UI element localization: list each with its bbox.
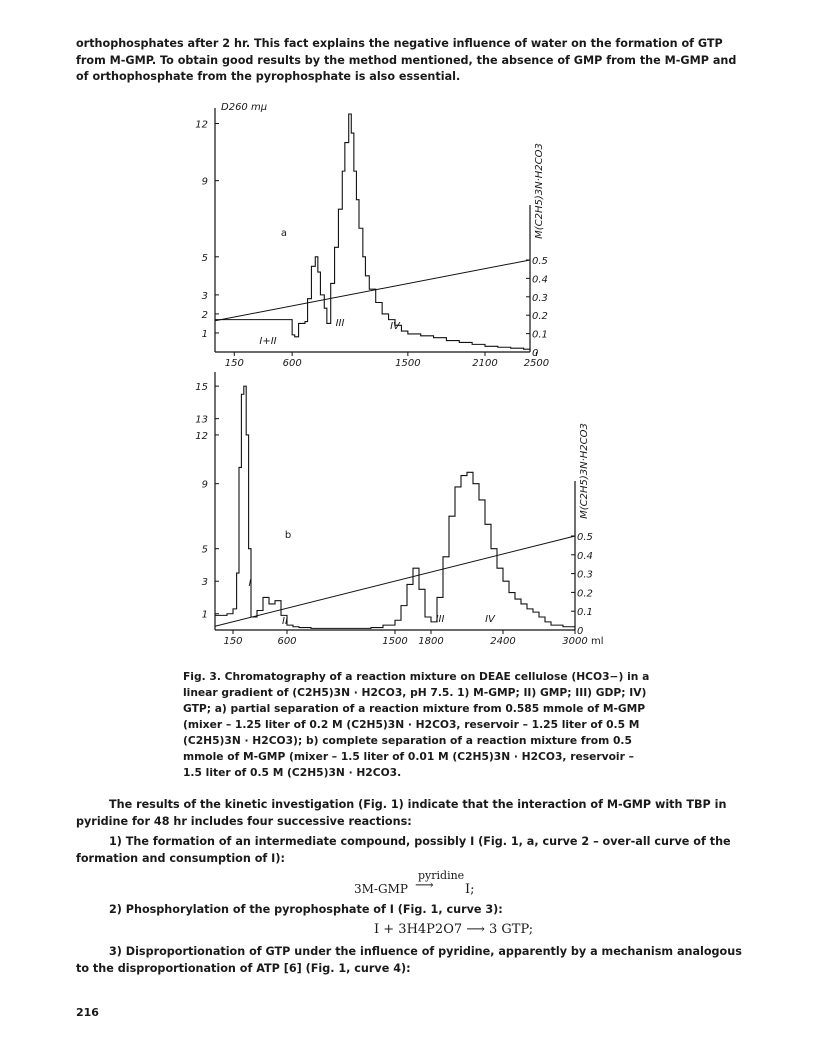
absorbance-curve: [215, 114, 530, 350]
y-tick-label: 12: [195, 119, 208, 131]
x-tick-label: 600: [282, 358, 302, 369]
y-tick-label: 9: [201, 479, 208, 491]
x-tick-label: 150: [223, 636, 243, 647]
y2-tick-label: 0: [532, 348, 539, 359]
y-tick-label: 15: [195, 382, 208, 394]
intro-paragraph: orthophosphates after 2 hr. This fact explains the negative influence of water on the formation of GTP from M-GMP. To obtain good results by the method mentioned, the absence of GMP from the M-GMP and of orthophosphate from the pyrophosphate is also essential.: [76, 37, 737, 83]
y2-tick-label: 0.4: [532, 274, 548, 286]
peak-label: III: [335, 318, 345, 329]
y-tick-label: 1: [201, 328, 208, 340]
panel-label: a: [280, 228, 288, 239]
y2-tick-label: 0.3: [577, 569, 593, 581]
equation-1-arrow: ⟶: [415, 878, 434, 893]
x-tick-label: 3000: [562, 636, 588, 647]
y-axis-label: D260 mμ: [221, 102, 268, 113]
absorbance-curve: [215, 386, 575, 628]
peak-label: IV: [485, 614, 495, 625]
chromatography-figure: [190, 96, 630, 656]
y2-tick-label: 0.2: [532, 311, 548, 323]
x-tick-label: 150: [224, 358, 244, 369]
y-tick-label: 12: [195, 430, 208, 442]
figure-svg: [190, 96, 630, 656]
x-tick-label: 2500: [523, 358, 550, 369]
figure-caption: Fig. 3. Chromatography of a reaction mixture on DEAE cellulose (HCO3−) in a linear gradient of (C2H5)3N · H2CO3, pH 7.5. 1) M-GMP; II) GMP; III) GDP; IV) GTP; a) partial separation of a reaction mixture from 0.585 mmole of M-GMP (mixer – 1.25 liter of 0.2 M (C2H5)3N · H2CO3, reservoir – 1.25 liter of 0.5 M (C2H5)3N · H2CO3); b) complete separation of a reaction mixture from 0.5 mmole of M-GMP (mixer – 1.5 liter of 0.01 M (C2H5)3N · H2CO3, reservoir – 1.5 liter of 0.5 M (C2H5)3N · H2CO3.: [183, 670, 650, 779]
y-tick-label: 9: [201, 176, 208, 188]
y2-tick-label: 0.5: [577, 532, 593, 543]
x-tick-label: 2100: [472, 358, 498, 369]
panel-a: [195, 102, 549, 369]
equation-1-rhs: I;: [465, 882, 475, 897]
y-tick-label: 5: [201, 252, 208, 264]
y2-tick-label: 0.1: [577, 607, 593, 619]
y-tick-label: 3: [201, 290, 208, 302]
x-tick-label: 1800: [418, 636, 444, 647]
kinetic-paragraph: The results of the kinetic investigation (Fig. 1) indicate that the interaction of M-GMP with TBP in pyridine for 48 hr includes four successive reactions:: [76, 798, 727, 828]
y-tick-label: 1: [201, 609, 208, 621]
panel-label: b: [284, 530, 292, 541]
right-axis-label: M(C2H5)3N·H2CO3: [579, 423, 590, 519]
step-1-paragraph: 1) The formation of an intermediate compound, possibly I (Fig. 1, a, curve 2 – over-all curve of the formation and consumption of I):: [76, 835, 731, 865]
equation-2: I + 3H4P2O7 ⟶ 3 GTP;: [374, 922, 534, 937]
peak-label: I: [248, 578, 252, 589]
y2-tick-label: 0.3: [532, 292, 548, 304]
peak-label: I+II: [259, 336, 277, 347]
x-unit-label: ml: [591, 636, 604, 647]
gradient-line: [215, 536, 575, 626]
right-axis-label: M(C2H5)3N·H2CO3: [534, 143, 545, 239]
equation-1-condition: pyridine: [418, 869, 465, 882]
peak-label: IV: [390, 321, 400, 332]
peak-label: III: [435, 614, 445, 625]
y-tick-label: 3: [201, 577, 208, 589]
y2-tick-label: 0: [577, 626, 584, 637]
panel-b: [195, 372, 603, 647]
y-tick-label: 5: [201, 544, 208, 556]
x-tick-label: 1500: [382, 636, 408, 647]
equation-1-lhs: 3M-GMP: [354, 882, 408, 896]
y2-tick-label: 0.2: [577, 588, 593, 600]
y2-tick-label: 0.4: [577, 550, 593, 562]
step-3-paragraph: 3) Disproportionation of GTP under the influence of pyridine, apparently by a mechanism analogous to the disproportionation of ATP [6] (Fig. 1, curve 4):: [76, 945, 742, 975]
peak-label: II: [282, 616, 288, 627]
x-tick-label: 600: [277, 636, 297, 647]
step-2-paragraph: 2) Phosphorylation of the pyrophosphate of I (Fig. 1, curve 3):: [109, 903, 503, 916]
y-tick-label: 13: [195, 414, 208, 426]
x-tick-label: 1500: [395, 358, 421, 369]
gradient-line: [215, 260, 530, 321]
equation-1: [354, 869, 514, 901]
x-tick-label: 2400: [490, 636, 516, 647]
y2-tick-label: 0.5: [532, 256, 548, 267]
y2-tick-label: 0.1: [532, 329, 548, 341]
y-tick-label: 2: [201, 309, 208, 321]
page-number: 216: [76, 1006, 99, 1019]
